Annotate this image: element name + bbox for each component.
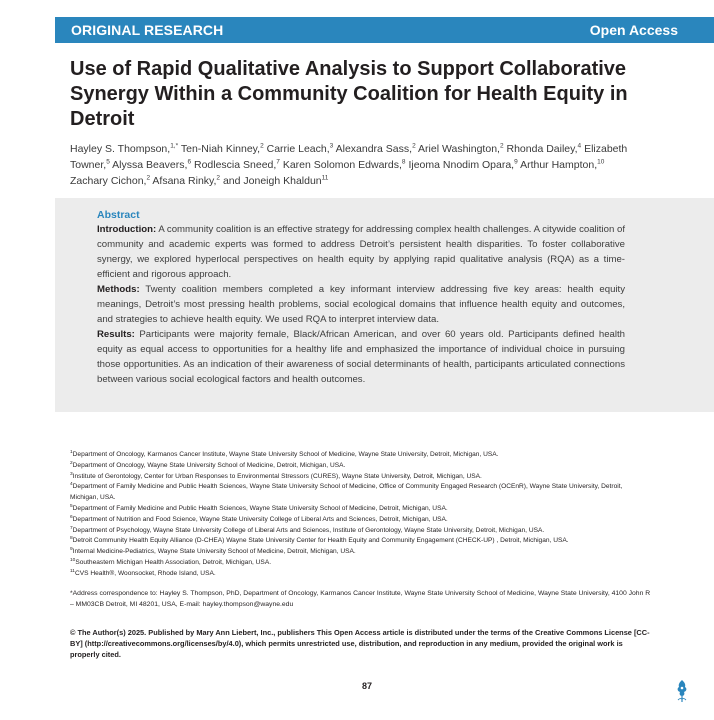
abstract-heading: Abstract	[97, 209, 140, 221]
affiliation-text: Department of Family Medicine and Public Health Sciences, Wayne State University School of Medicine, Detroit, Michigan, USA.	[72, 504, 448, 512]
affiliation-item	[70, 569, 640, 580]
affiliation-number: 4	[70, 482, 73, 488]
affiliation-number: 10	[70, 557, 76, 563]
author: Alexandra Sass,	[335, 143, 413, 155]
abstract-methods	[97, 282, 625, 327]
author-affiliation-marker: 6	[187, 158, 192, 166]
author-affiliation-marker: 5	[106, 158, 110, 166]
author-affiliation-marker: 8	[401, 158, 406, 166]
affiliation-number: 11	[70, 568, 75, 574]
article-title: Use of Rapid Qualitative Analysis to Support Collaborative Synergy Within a Community Coalition for Health Equity in Detroit	[70, 58, 628, 130]
abstract-results	[97, 327, 625, 387]
affiliation-text: Department of Oncology, Karmanos Cancer Institute, Wayne State University School of Medicine, Wayne State University, Detroit, Michigan, USA.	[72, 451, 499, 458]
copyright-notice: © The Author(s) 2025. Published by Mary Ann Liebert, Inc., publishers This Open Access article is distributed under the terms of the Creative Commons License [CC-BY] (http://creativecommons.org/licenses/by/4.0), which permits unrestricted use, distribution, and reproduction in any medium, provided the original work is properly cited.	[70, 628, 650, 659]
affiliation-text: Southeastern Michigan Health Association, Detroit, Michigan, USA.	[75, 558, 272, 566]
author-affiliation-marker: 3	[329, 142, 334, 150]
affiliation-item	[70, 472, 640, 483]
affiliation-item	[70, 450, 640, 461]
author: Carrie Leach,	[266, 143, 330, 155]
abstract-section-label: Methods:	[97, 284, 140, 295]
author-affiliation-marker: 1,*	[170, 142, 179, 150]
abstract-section-text: Participants were majority female, Black/African American, and over 60 years old. Participants defined health equity as equal access to opportunities for a healthy life and emphasized the importance of individual choice in pursuing those opportunities. As an indication of their awareness of social determinants of health, participants articulated connections between various social ecological factors and health outcomes.	[97, 329, 625, 385]
author: Arthur Hampton,	[520, 159, 598, 171]
abstract-content	[97, 209, 625, 387]
author-affiliation-marker: 2	[499, 142, 504, 150]
affiliation-text: Department of Psychology, Wayne State University College of Liberal Arts and Sciences, Institute of Gerontology, Wayne State University, Detroit, Michigan, USA.	[72, 526, 545, 534]
affiliation-text: Internal Medicine-Pediatrics, Wayne State University School of Medicine, Detroit, Michigan, USA.	[72, 548, 356, 556]
affiliation-item	[70, 526, 640, 537]
affiliation-text: CVS Health®, Woonsocket, Rhode Island, USA.	[74, 569, 216, 577]
affiliation-text: Department of Nutrition and Food Science, Wayne State University College of Liberal Arts and Sciences, Detroit, Michigan, USA.	[72, 515, 448, 523]
author-affiliation-marker: 9	[514, 158, 518, 166]
affiliation-number: 3	[70, 471, 73, 477]
affiliation-text: Institute of Gerontology, Center for Urban Responses to Environmental Stressors (CURES), Wayne State University, Detroit, Michigan, USA.	[72, 472, 482, 480]
author-affiliation-marker: 4	[577, 142, 582, 150]
abstract-introduction	[97, 222, 625, 282]
correspondence-note: *Address correspondence to: Hayley S. Thompson, PhD, Department of Oncology, Karmanos Cancer Institute, Wayne State University School of Medicine, Wayne State University, 4100 John R – MM03CB Detroit, MI 48201, USA, E-mail: hayley.thompson@wayne.edu	[70, 590, 651, 608]
affiliation-number: 9	[70, 546, 73, 552]
author-affiliation-marker: 11	[321, 174, 329, 182]
section-label: ORIGINAL RESEARCH	[71, 22, 224, 38]
affiliation-item	[70, 536, 640, 547]
abstract-section-text: A community coalition is an effective strategy for addressing complex health challenges. A citywide coalition of community and academic experts was formed to address Detroit’s persistent health disparities. To foster collaborative synergy, we explored hyperlocal perspectives on health equity by applying rapid qualitative analysis (RQA) as a time-efficient and rigorous approach.	[97, 224, 625, 280]
affiliation-number: 6	[70, 514, 73, 520]
author-affiliation-marker: 2	[216, 174, 221, 182]
abstract-section-label: Results:	[97, 329, 135, 340]
affiliation-number: 5	[70, 503, 73, 509]
affiliation-text: Detroit Community Health Equity Alliance (D-CHEA) Wayne State University Center for Health Equity and Community Engagement (CHECK-UP) , Detroit, Michigan, USA.	[72, 537, 569, 545]
author: Rhonda Dailey,	[506, 143, 578, 155]
author-affiliation-marker: 2	[412, 142, 416, 150]
author: Ijeoma Nnodim Opara,	[408, 159, 515, 171]
author: Afsana Rinky,	[152, 175, 217, 187]
affiliation-text: Department of Oncology, Wayne State University School of Medicine, Detroit, Michigan, USA.	[72, 461, 346, 469]
author: Zachary Cichon,	[70, 175, 147, 187]
affiliation-item	[70, 482, 640, 504]
affiliation-item	[70, 547, 640, 558]
author: Elizabeth Towner,	[70, 143, 628, 171]
author: Ten-Niah Kinney,	[180, 143, 261, 155]
author-affiliation-marker: 2	[260, 142, 264, 150]
affiliation-item	[70, 515, 640, 526]
author: Hayley S. Thompson,	[70, 143, 171, 155]
author: Karen Solomon Edwards,	[282, 159, 402, 171]
affiliation-number: 2	[70, 460, 73, 466]
affiliation-text: Department of Family Medicine and Public Health Sciences, Wayne State University School of Medicine, Office of Community Engaged Research (OCEnR), Wayne State University, Detroit, Michigan, USA.	[70, 483, 623, 502]
author-list	[70, 141, 630, 189]
affiliation-number: 8	[70, 536, 73, 542]
affiliation-item	[70, 461, 640, 472]
affiliation-item	[70, 558, 640, 569]
publisher-logo-icon	[674, 678, 690, 704]
page-number: 87	[362, 681, 373, 691]
author: Ariel Washington,	[418, 143, 500, 155]
author-affiliation-marker: 2	[146, 174, 151, 182]
affiliation-number: 1	[70, 449, 73, 455]
author: Alyssa Beavers,	[112, 159, 188, 171]
affiliation-item	[70, 504, 640, 515]
author: Rodlescia Sneed,	[193, 159, 277, 171]
abstract-section-text: Twenty coalition members completed a key informant interview addressing five key areas: health equity meanings, Detroit’s most pressing health problems, social ecological domains that influence health equity and outcomes, and strategies to achieve health equity. We used RQA to interpret interview data.	[97, 284, 625, 325]
open-access-label: Open Access	[589, 22, 678, 38]
affiliation-number: 7	[70, 525, 73, 531]
author-affiliation-marker: 7	[276, 158, 280, 166]
article-type-banner	[55, 17, 714, 43]
author-affiliation-marker: 10	[597, 158, 605, 166]
abstract-box	[55, 198, 714, 412]
affiliations-list	[70, 450, 640, 580]
author: and Joneigh Khaldun	[222, 175, 322, 187]
abstract-section-label: Introduction:	[97, 224, 157, 235]
